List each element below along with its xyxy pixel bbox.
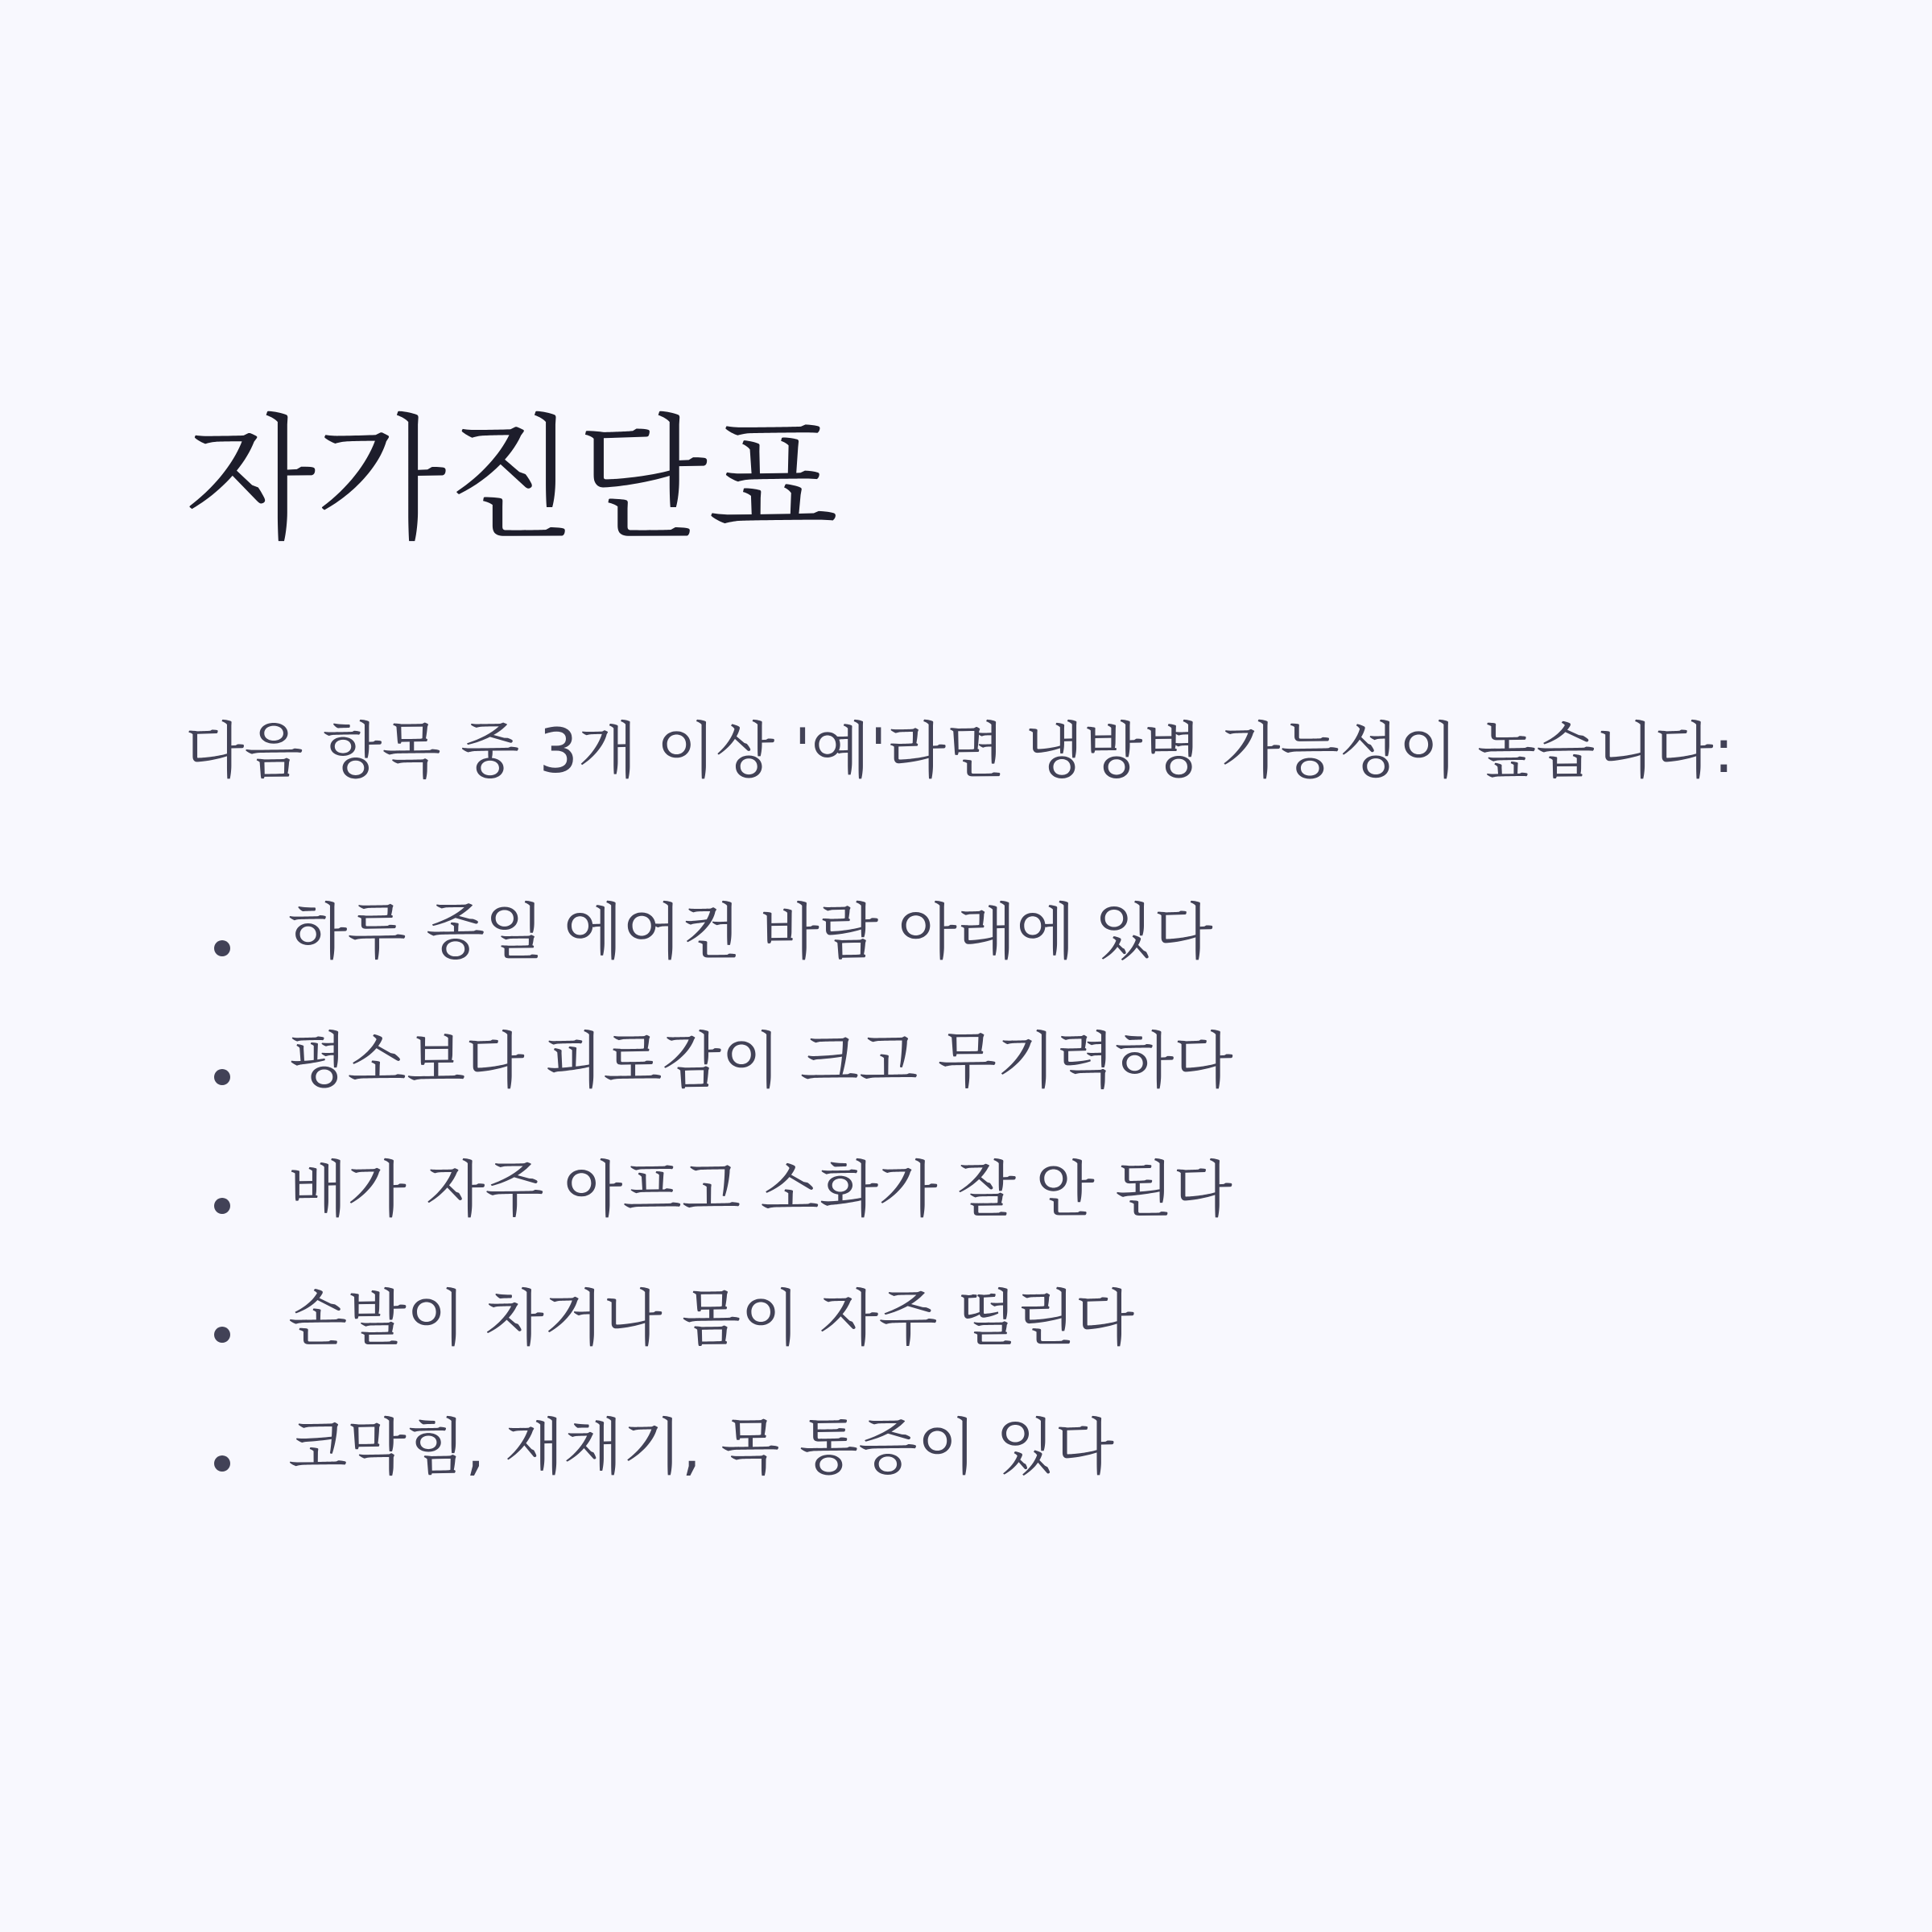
self-diagnosis-card xyxy=(185,0,1795,1932)
bullet-icon xyxy=(214,940,230,956)
bullet-icon xyxy=(214,1455,230,1472)
page-title: 자가진단표 xyxy=(185,401,839,559)
checklist-item-text: 하루 종일 에어컨 바람 아래에 있다 xyxy=(288,896,1213,968)
intro-text: 다음 항목 중 3개 이상 '예'라면 냉방병 가능성이 높습니다: xyxy=(185,715,1735,786)
checklist-item-text: 배가 자주 아프고 소화가 잘 안 된다 xyxy=(288,1154,1232,1225)
bullet-icon xyxy=(214,1327,230,1343)
checklist-item-text: 코막힘, 재채기, 목 통증이 있다 xyxy=(288,1411,1114,1483)
bullet-icon xyxy=(214,1069,230,1085)
checklist-item-text: 평소보다 피로감이 크고 무기력하다 xyxy=(288,1025,1233,1096)
bullet-icon xyxy=(214,1198,230,1214)
checklist-item-text: 손발이 차거나 몸이 자주 떨린다 xyxy=(288,1282,1135,1354)
